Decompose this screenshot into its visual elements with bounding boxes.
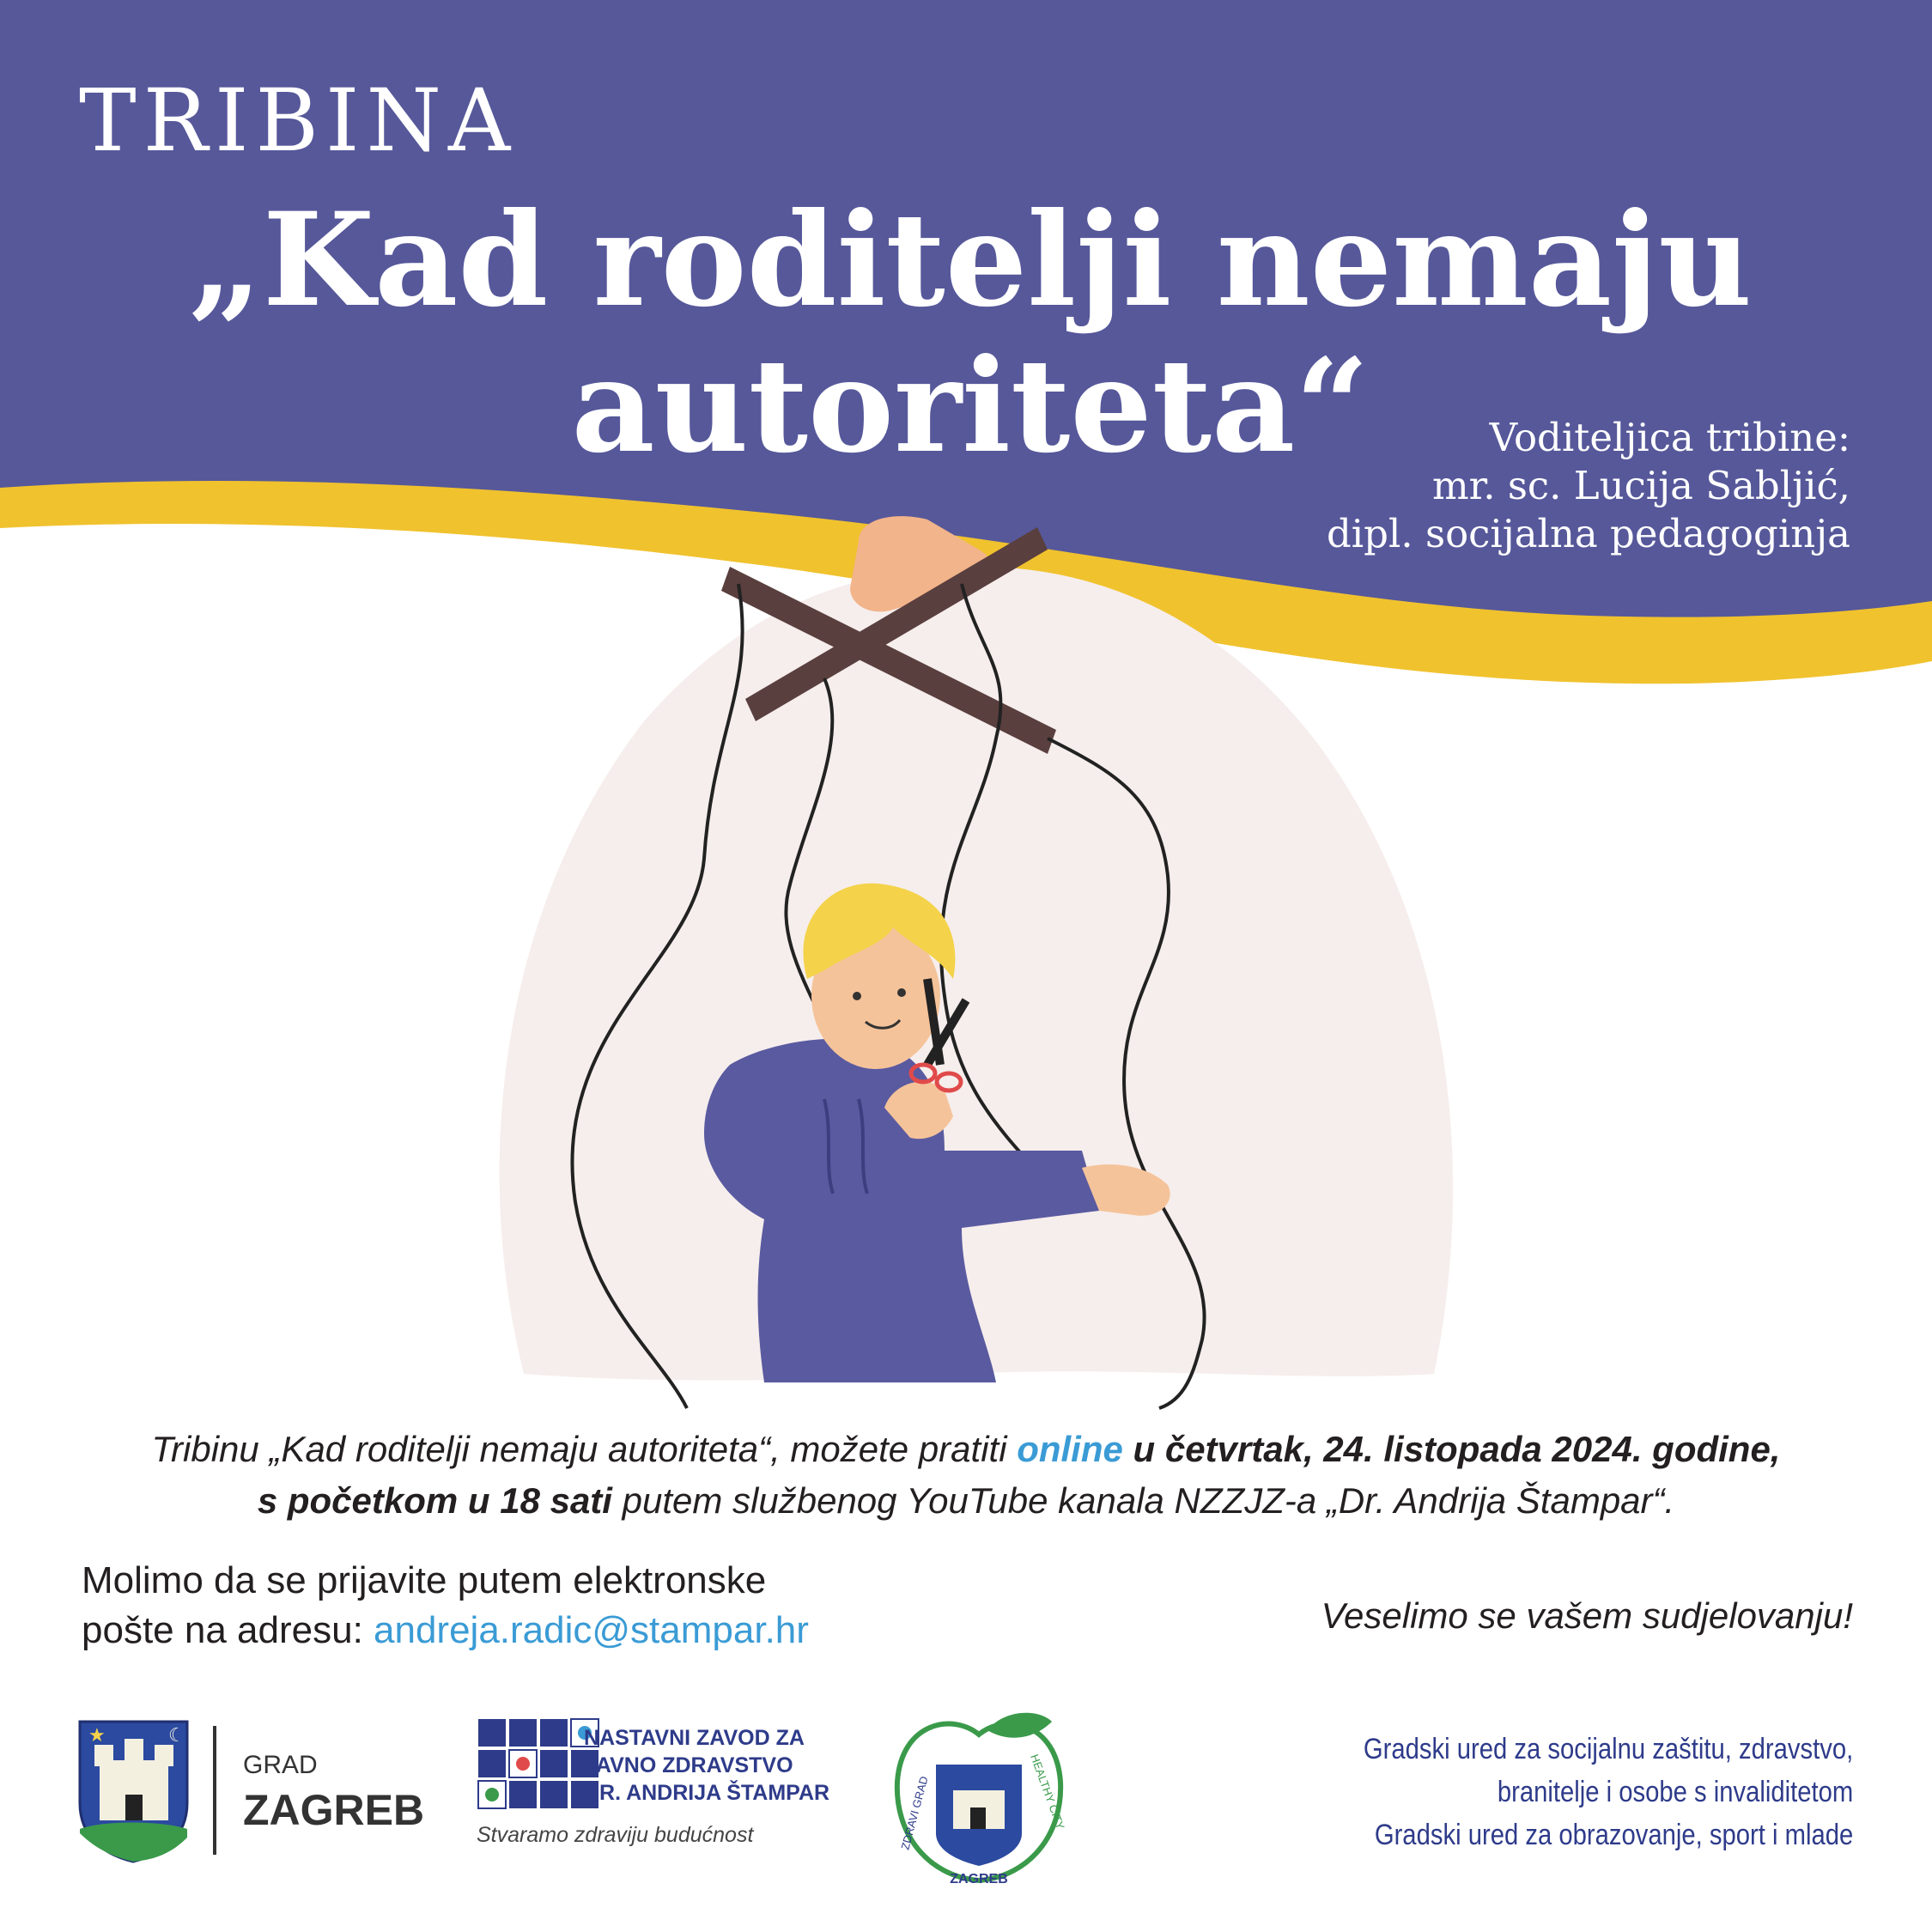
healthy-city-right-label: HEALTHY CITY [1028, 1752, 1067, 1832]
event-type-label: TRIBINA [79, 70, 518, 171]
background-blob [500, 567, 1453, 1381]
signup-line: Molimo da se prijavite putem elektronske [82, 1559, 767, 1601]
event-details [52, 1424, 1880, 1527]
organizer-line: Gradski ured za obrazovanje, sport i mlade [1374, 1819, 1853, 1851]
organizers [1364, 1728, 1853, 1856]
healthy-city-logo [884, 1704, 1073, 1889]
event-details-line2 [52, 1475, 1880, 1527]
svg-text:☾: ☾ [168, 1725, 185, 1747]
signup-line [82, 1606, 809, 1656]
nzzjz-slogan: Stvaramo zdraviju budućnost [477, 1823, 754, 1847]
online-highlight: online [1017, 1429, 1123, 1469]
event-title-line: „Kad roditelji nemaju [188, 185, 1753, 336]
nzzjz-name-line3: DR. ANDRIJA ŠTAMPAR [584, 1781, 830, 1805]
nzzjz-name-line2: JAVNO ZDRAVSTVO [584, 1753, 793, 1777]
event-time: s početkom u 18 sati [257, 1480, 612, 1521]
closing-message: Veselimo se vašem sudjelovanju! [1321, 1595, 1853, 1636]
organizer-line: Gradski ured za socijalnu zaštitu, zdravstvo, [1363, 1733, 1853, 1765]
grad-zagreb-logo [76, 1717, 436, 1863]
event-details-line1 [52, 1424, 1880, 1475]
puppet-illustration [447, 515, 1485, 1417]
host-title: dipl. socijalna pedagoginja [1326, 511, 1850, 556]
nzzjz-grid-icon [478, 1719, 598, 1808]
event-details-text: Tribinu „Kad roditelji nemaju autoriteta“, možete pratiti [151, 1429, 1018, 1469]
nzzjz-logo [477, 1717, 837, 1863]
host-name: mr. sc. Lucija Sabljić, [1431, 463, 1850, 508]
signup-prefix: pošte na adresu: [82, 1609, 374, 1651]
zagreb-label: ZAGREB [243, 1786, 425, 1834]
event-title-line: autoriteta“ [571, 331, 1370, 482]
event-date: u četvrtak, 24. listopada 2024. godine, [1122, 1429, 1781, 1469]
organizer-line: branitelje i osobe s invaliditetom [1497, 1776, 1853, 1808]
svg-text:★: ★ [88, 1725, 106, 1747]
healthy-city-bottom-label: ZAGREB [950, 1872, 1008, 1886]
host-label: Voditeljica tribine: [1489, 415, 1850, 460]
healthy-city-left-label: ZDRAVI GRAD [898, 1774, 931, 1851]
grad-label: GRAD [243, 1751, 318, 1779]
event-channel: putem službenog YouTube kanala NZZJZ-a „Dr. Andrija Štampar“. [611, 1480, 1675, 1521]
nzzjz-name-line1: NASTAVNI ZAVOD ZA [584, 1726, 805, 1750]
signup-email-link[interactable]: andreja.radic@stampar.hr [374, 1609, 809, 1651]
signup-info [82, 1556, 809, 1656]
